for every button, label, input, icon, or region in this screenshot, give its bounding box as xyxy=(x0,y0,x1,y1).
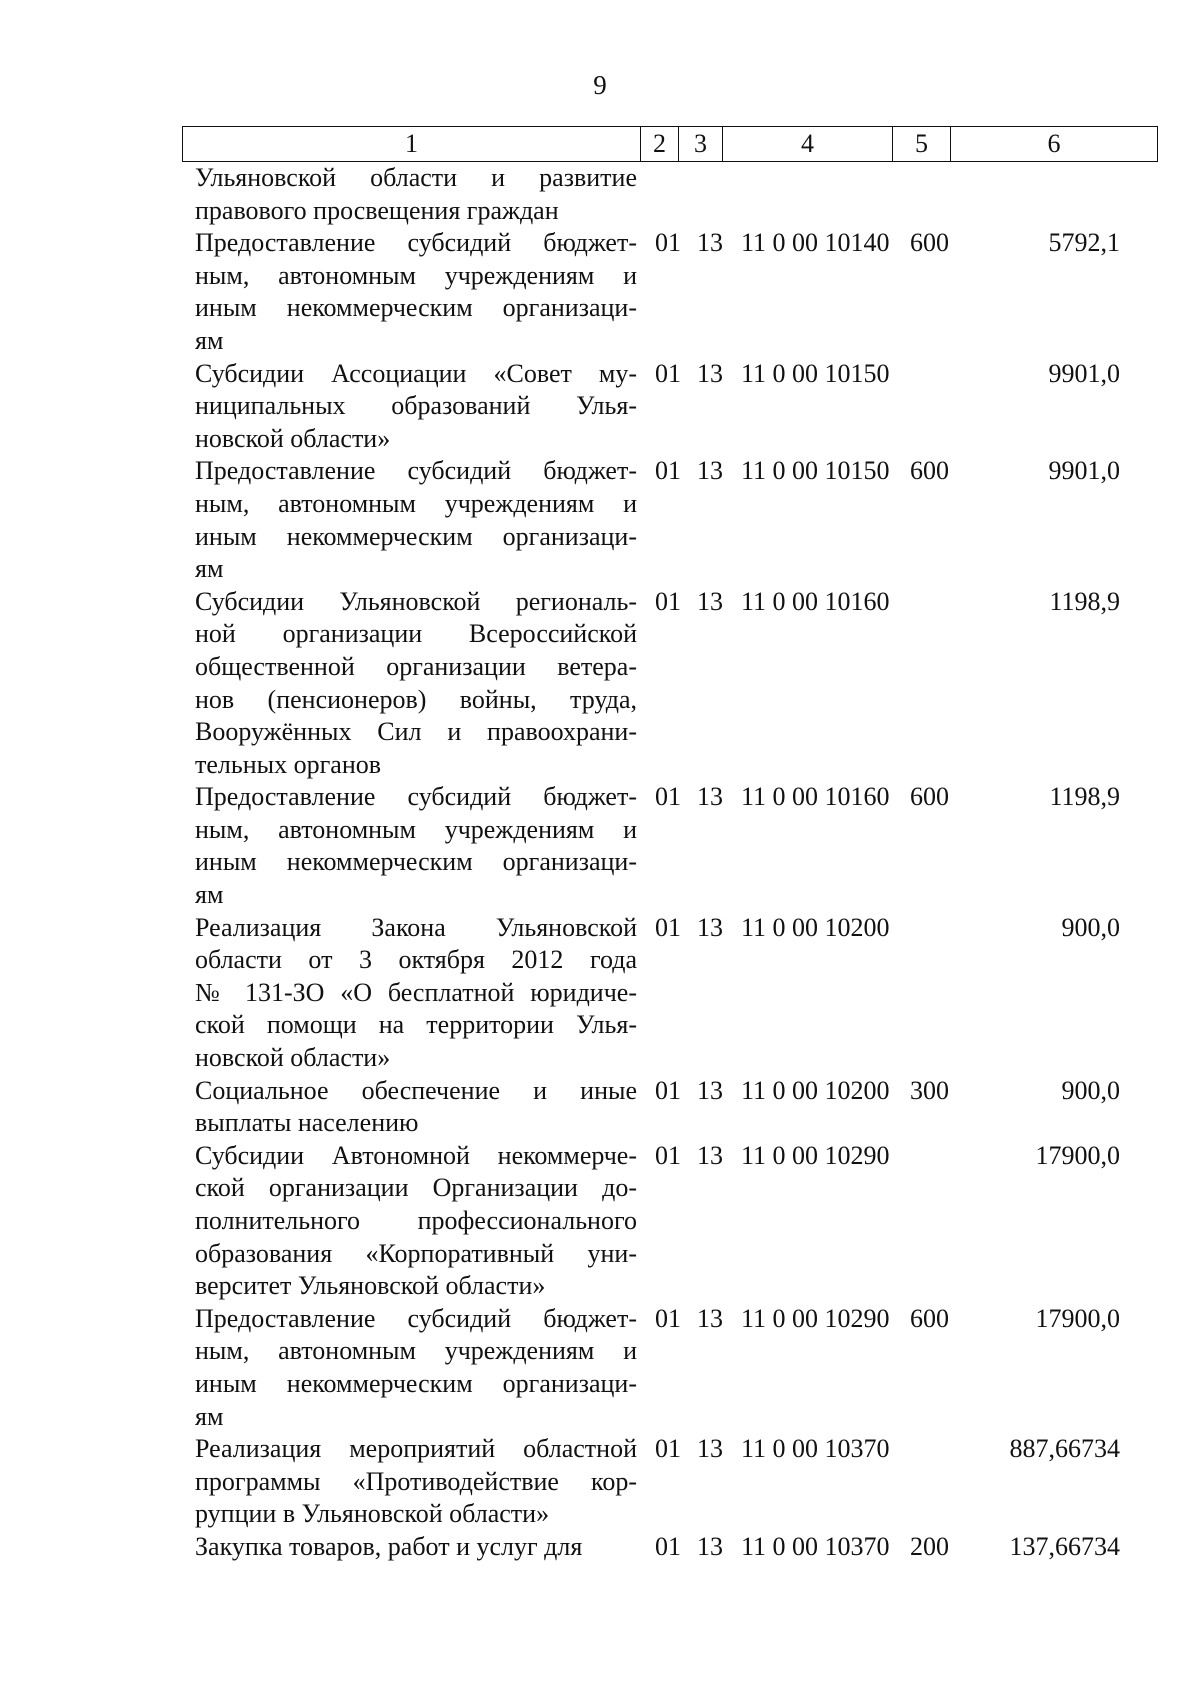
cell-amount: 1198,9 xyxy=(1049,782,1120,812)
cell-subsection-code: 13 xyxy=(697,1075,723,1105)
cell-amount: 900,0 xyxy=(1061,912,1120,942)
cell-amount: 9901,0 xyxy=(1048,456,1120,486)
header-col-4: 4 xyxy=(723,127,893,161)
description-line: Субсидии Автономной некоммерче- xyxy=(195,1140,637,1170)
cell-target-article-code: 11 0 00 10200 xyxy=(741,912,890,942)
table-row xyxy=(0,1433,1200,1531)
row-description xyxy=(195,1303,637,1433)
row-description xyxy=(195,781,637,911)
table-body xyxy=(0,162,1200,1564)
table-row xyxy=(0,1075,1200,1140)
header-col-5: 5 xyxy=(893,127,951,161)
cell-section-code: 01 xyxy=(655,1140,681,1170)
description-line: ской помощи на территории Улья- xyxy=(195,1010,637,1040)
table-row xyxy=(0,586,1200,782)
row-description xyxy=(195,586,637,782)
cell-target-article-code: 11 0 00 10370 xyxy=(741,1531,890,1561)
row-description xyxy=(195,455,637,585)
description-line: Предоставление субсидий бюджет- xyxy=(195,1303,637,1333)
row-description xyxy=(195,1531,637,1564)
header-col-6: 6 xyxy=(1047,129,1061,158)
cell-amount: 9901,0 xyxy=(1048,358,1120,388)
description-line: ям xyxy=(195,1401,224,1431)
description-line: ям xyxy=(195,554,224,584)
cell-section-code: 01 xyxy=(655,782,681,812)
description-line: ской организации Организации до- xyxy=(195,1173,637,1203)
description-line: программы «Противодействие кор- xyxy=(195,1466,637,1496)
description-line: ным, автономным учреждениям и xyxy=(195,260,637,290)
description-line: правового просвещения граждан xyxy=(195,195,559,225)
cell-expense-type-code: 600 xyxy=(910,456,949,486)
cell-target-article-code: 11 0 00 10150 xyxy=(741,358,890,388)
description-line: новской области» xyxy=(195,1043,391,1073)
header-col-1: 1 xyxy=(183,127,641,161)
description-line: новской области» xyxy=(195,423,391,453)
description-line: ным, автономным учреждениям и xyxy=(195,1336,637,1366)
table-row xyxy=(0,1303,1200,1433)
row-description xyxy=(195,162,637,227)
description-line: иным некоммерческим организаци- xyxy=(195,521,637,551)
cell-target-article-code: 11 0 00 10200 xyxy=(741,1075,890,1105)
row-description xyxy=(195,358,637,456)
cell-subsection-code: 13 xyxy=(697,782,723,812)
header-col-2: 2 xyxy=(641,127,679,161)
description-line: ям xyxy=(195,325,224,355)
description-line: общественной организации ветера- xyxy=(195,651,637,681)
cell-expense-type-code: 600 xyxy=(910,228,949,258)
cell-target-article-code: 11 0 00 10370 xyxy=(741,1434,890,1464)
description-line: тельных органов xyxy=(195,749,382,779)
description-line: Субсидии Ассоциации «Совет му- xyxy=(195,358,637,388)
description-line: Субсидии Ульяновской региональ- xyxy=(195,586,637,616)
description-line: образования «Корпоративный уни- xyxy=(195,1238,637,1268)
cell-subsection-code: 13 xyxy=(697,912,723,942)
cell-section-code: 01 xyxy=(655,1434,681,1464)
description-line: Реализация Закона Ульяновской xyxy=(195,912,637,942)
cell-target-article-code: 11 0 00 10160 xyxy=(741,782,890,812)
description-line: ям xyxy=(195,880,224,910)
cell-subsection-code: 13 xyxy=(697,358,723,388)
cell-amount: 900,0 xyxy=(1061,1075,1120,1105)
table-row xyxy=(0,162,1200,227)
cell-section-code: 01 xyxy=(655,1531,681,1561)
table-row xyxy=(0,1140,1200,1303)
cell-amount: 17900,0 xyxy=(1035,1140,1120,1170)
cell-target-article-code: 11 0 00 10290 xyxy=(741,1303,890,1333)
description-line: Предоставление субсидий бюджет- xyxy=(195,456,637,486)
cell-section-code: 01 xyxy=(655,228,681,258)
cell-subsection-code: 13 xyxy=(697,586,723,616)
description-line: Социальное обеспечение и иные xyxy=(195,1075,637,1105)
description-line: Предоставление субсидий бюджет- xyxy=(195,228,637,258)
description-line: ной организации Всероссийской xyxy=(195,619,637,649)
cell-section-code: 01 xyxy=(655,1303,681,1333)
table-row xyxy=(0,227,1200,357)
table-row xyxy=(0,1531,1200,1564)
cell-amount: 5792,1 xyxy=(1048,228,1120,258)
row-description xyxy=(195,1433,637,1531)
cell-section-code: 01 xyxy=(655,586,681,616)
page-number: 9 xyxy=(593,70,607,100)
description-line: Закупка товаров, работ и услуг для xyxy=(195,1531,583,1561)
description-line: № 131-ЗО «О бесплатной юридиче- xyxy=(195,977,637,1007)
cell-amount: 137,66734 xyxy=(1009,1531,1120,1561)
cell-subsection-code: 13 xyxy=(697,456,723,486)
description-line: иным некоммерческим организаци- xyxy=(195,847,637,877)
cell-expense-type-code: 600 xyxy=(910,782,949,812)
description-line: полнительного профессионального xyxy=(195,1206,637,1235)
cell-target-article-code: 11 0 00 10160 xyxy=(741,586,890,616)
cell-subsection-code: 13 xyxy=(697,1303,723,1333)
row-description xyxy=(195,227,637,357)
description-line: иным некоммерческим организаци- xyxy=(195,1368,637,1398)
cell-section-code: 01 xyxy=(655,358,681,388)
table-row xyxy=(0,455,1200,585)
cell-expense-type-code: 200 xyxy=(910,1531,949,1561)
cell-section-code: 01 xyxy=(655,1075,681,1105)
description-line: ниципальных образований Улья- xyxy=(195,391,637,421)
row-description xyxy=(195,912,637,1075)
table-row xyxy=(0,781,1200,911)
description-line: Предоставление субсидий бюджет- xyxy=(195,782,637,812)
description-line: иным некоммерческим организаци- xyxy=(195,293,637,323)
cell-amount: 17900,0 xyxy=(1035,1303,1120,1333)
description-line: выплаты населению xyxy=(195,1108,419,1138)
row-description xyxy=(195,1075,637,1140)
cell-subsection-code: 13 xyxy=(697,228,723,258)
description-line: Реализация мероприятий областной xyxy=(195,1434,637,1464)
table-row xyxy=(0,358,1200,456)
description-line: Ульяновской области и развитие xyxy=(195,163,637,192)
description-line: рупции в Ульяновской области» xyxy=(195,1499,550,1529)
cell-expense-type-code: 600 xyxy=(910,1303,949,1333)
cell-amount: 1198,9 xyxy=(1049,586,1120,616)
description-line: нов (пенсионеров) войны, труда, xyxy=(195,684,637,714)
table-row xyxy=(0,912,1200,1075)
cell-subsection-code: 13 xyxy=(697,1434,723,1464)
cell-section-code: 01 xyxy=(655,912,681,942)
cell-target-article-code: 11 0 00 10140 xyxy=(741,228,890,258)
cell-subsection-code: 13 xyxy=(697,1140,723,1170)
table-header xyxy=(182,126,1158,162)
cell-target-article-code: 11 0 00 10290 xyxy=(741,1140,890,1170)
description-line: области от 3 октября 2012 года xyxy=(195,945,637,975)
cell-expense-type-code: 300 xyxy=(910,1075,949,1105)
row-description xyxy=(195,1140,637,1303)
header-col-3: 3 xyxy=(679,127,723,161)
description-line: Вооружённых Сил и правоохрани- xyxy=(195,717,637,747)
cell-target-article-code: 11 0 00 10150 xyxy=(741,456,890,486)
description-line: ным, автономным учреждениям и xyxy=(195,488,637,518)
cell-section-code: 01 xyxy=(655,456,681,486)
description-line: верситет Ульяновской области» xyxy=(195,1271,546,1301)
cell-subsection-code: 13 xyxy=(697,1531,723,1561)
description-line: ным, автономным учреждениям и xyxy=(195,814,637,844)
cell-amount: 887,66734 xyxy=(1009,1434,1120,1464)
